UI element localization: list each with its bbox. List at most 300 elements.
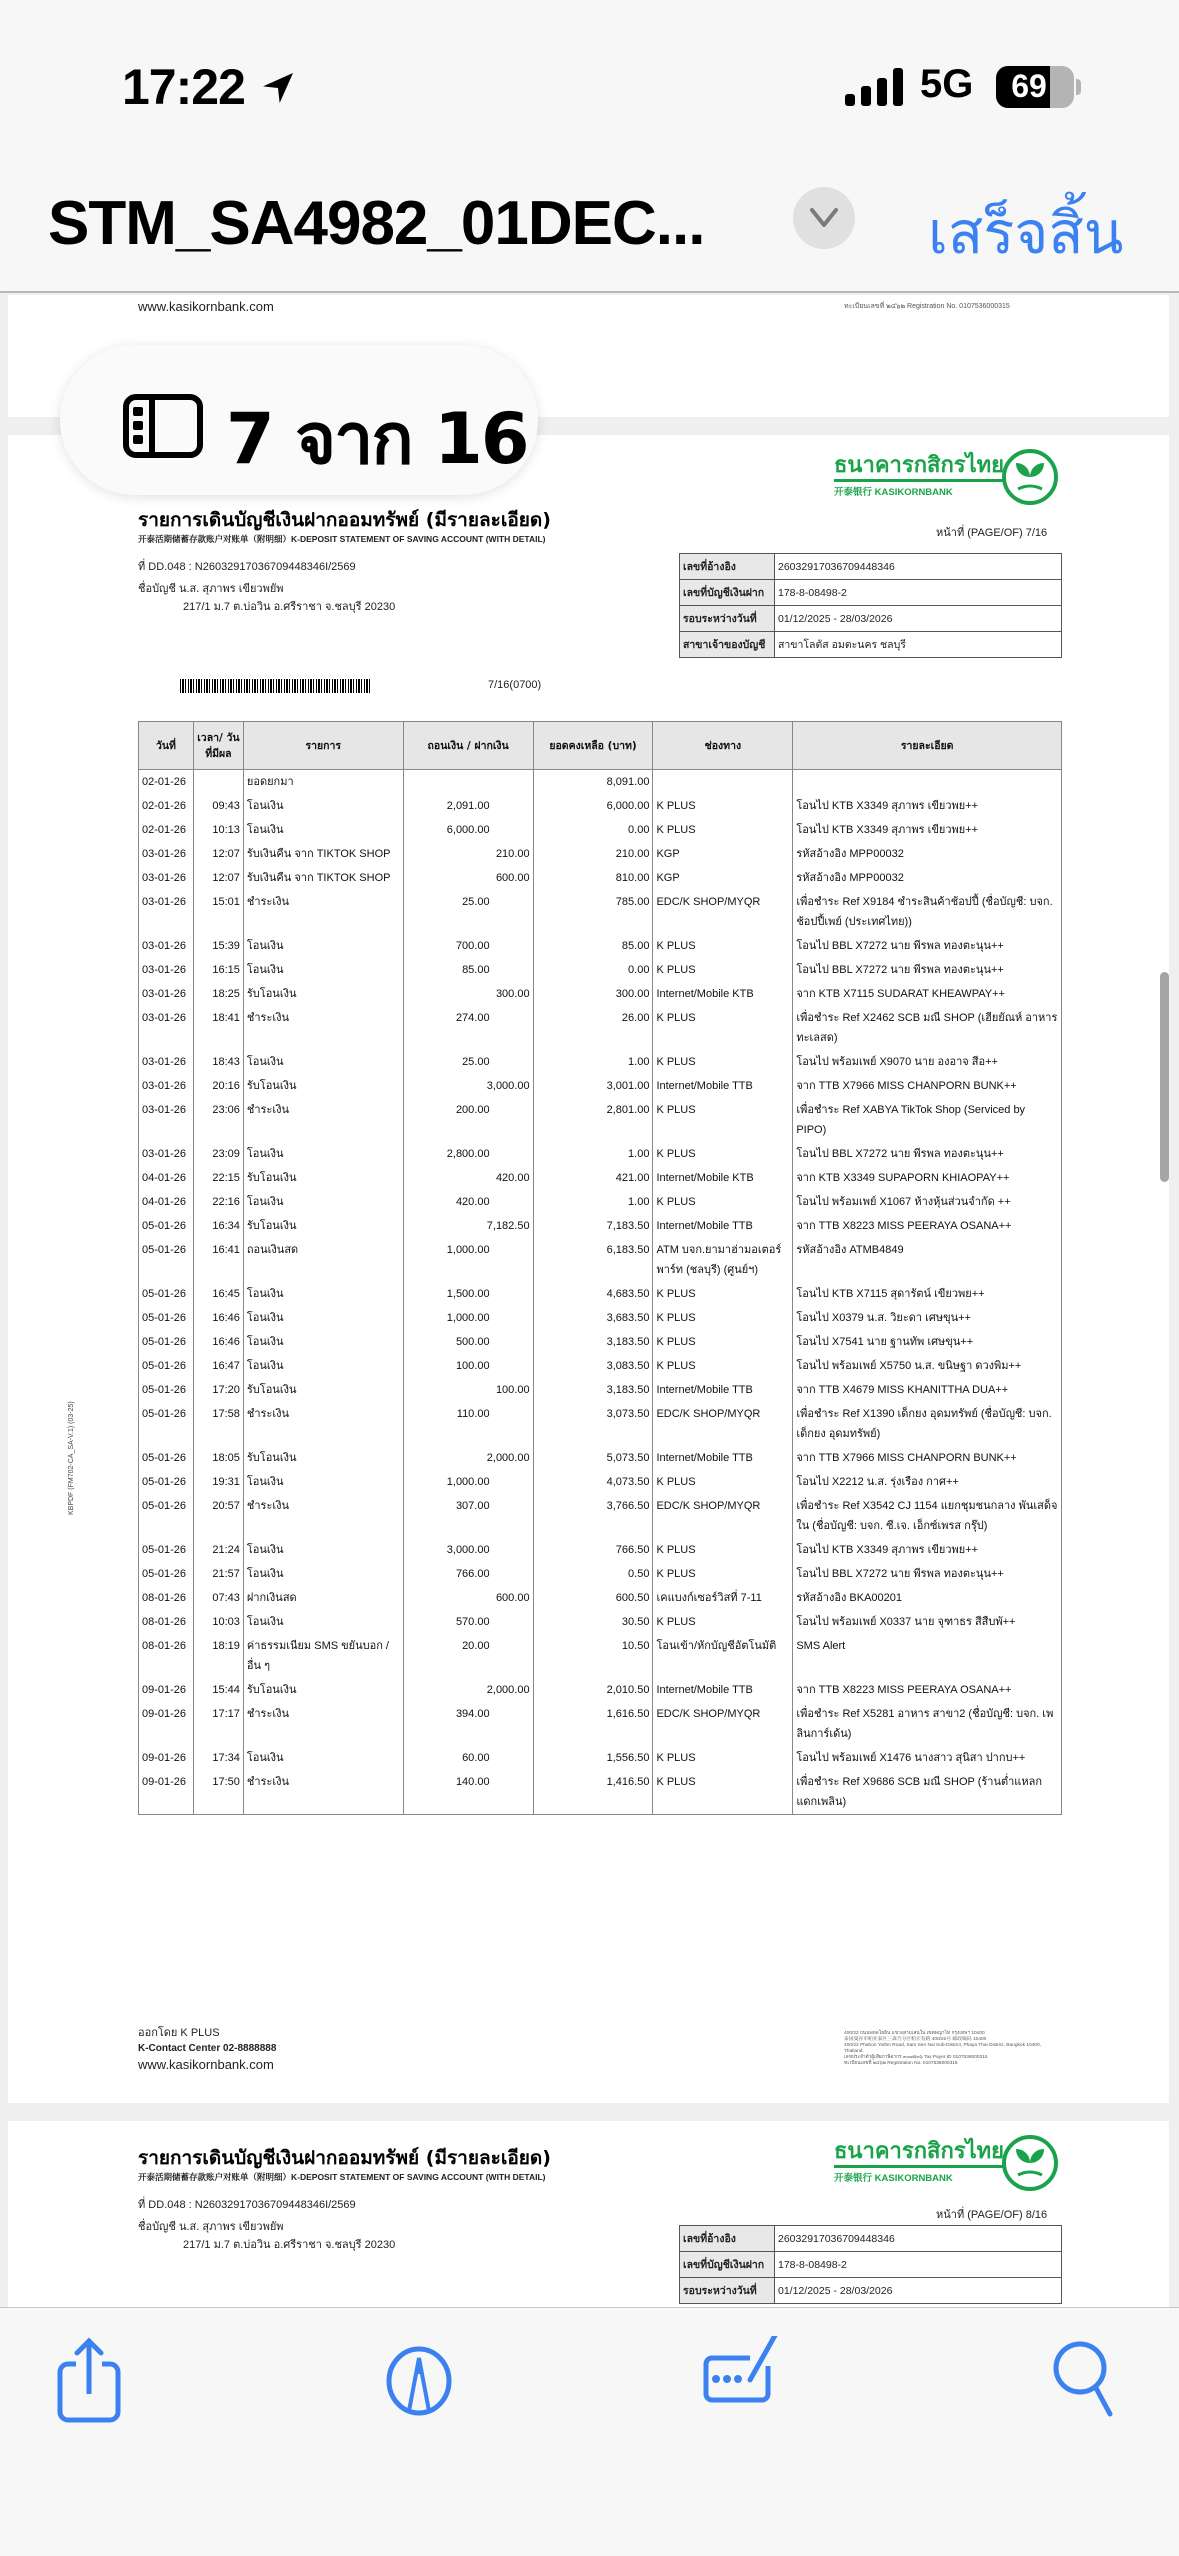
- tx-date: 05-01-26: [139, 1562, 194, 1586]
- account-info-table: [679, 2225, 1062, 2304]
- nav-bar: [0, 170, 1179, 293]
- table-row: [139, 1678, 1062, 1702]
- table-row: [139, 1006, 1062, 1050]
- table-row: [139, 1354, 1062, 1378]
- tx-channel: K PLUS: [653, 1306, 793, 1330]
- col-channel: ช่องทาง: [653, 722, 793, 770]
- statement-subtitle: 开泰活期储蓄存款账户对账单（附明细）K-DEPOSIT STATEMENT OF SAVING ACCOUNT (WITH DETAIL): [138, 534, 546, 544]
- tx-amount: 20.00: [462, 1640, 490, 1652]
- tx-amount-cell: [403, 958, 533, 982]
- tx-detail: โอนไป KTB X3349 สุภาพร เขียวพย++: [793, 818, 1062, 842]
- tx-description: โอนเงิน: [243, 1330, 403, 1354]
- statement-title: รายการเดินบัญชีเงินฝากออมทรัพย์ (มีรายละเอียด): [138, 2147, 551, 2169]
- tx-amount-cell: [403, 794, 533, 818]
- tx-balance: 1.00: [533, 1050, 653, 1074]
- bank-name-en: 开泰银行 KASIKORNBANK: [834, 487, 953, 498]
- tx-channel: Internet/Mobile TTB: [653, 1074, 793, 1098]
- tx-amount-cell: [403, 1746, 533, 1770]
- tx-detail: โอนไป พร้อมเพย์ X0337 นาย จุฑาธร สีสืบพั++: [793, 1610, 1062, 1634]
- tx-date: 02-01-26: [139, 818, 194, 842]
- bank-name-en: 开泰银行 KASIKORNBANK: [834, 2173, 953, 2184]
- tx-detail: SMS Alert: [793, 1634, 1062, 1678]
- table-row: [139, 842, 1062, 866]
- tx-amount-cell: [403, 1702, 533, 1746]
- tx-amount-cell: [403, 1006, 533, 1050]
- page-indicator[interactable]: [60, 345, 538, 495]
- tx-amount-cell: [403, 1282, 533, 1306]
- battery-cap: [1076, 79, 1081, 95]
- tx-channel: [653, 770, 793, 795]
- info-row: [680, 580, 1062, 606]
- tx-time: 16:46: [193, 1330, 243, 1354]
- tx-channel: เคแบงก์เซอร์วิสที่ 7-11: [653, 1586, 793, 1610]
- tx-amount-cell: [403, 890, 533, 934]
- tx-date: 03-01-26: [139, 866, 194, 890]
- col-balance: ยอดคงเหลือ (บาท): [533, 722, 653, 770]
- tx-balance: 3,766.50: [533, 1494, 653, 1538]
- share-icon: [48, 2336, 138, 2426]
- tx-amount: 200.00: [455, 1104, 490, 1116]
- scrollbar-thumb[interactable]: [1160, 972, 1169, 1182]
- tx-date: 04-01-26: [139, 1166, 194, 1190]
- info-row: [680, 554, 1062, 580]
- battery-icon: [996, 66, 1074, 108]
- tx-description: โอนเงิน: [243, 1746, 403, 1770]
- tx-date: 05-01-26: [139, 1494, 194, 1538]
- table-row: [139, 1166, 1062, 1190]
- bank-name-th: ธนาคารกสิกรไทย: [834, 2139, 1004, 2168]
- transactions-table: [138, 721, 1062, 1815]
- tx-balance: 30.50: [533, 1610, 653, 1634]
- table-row: [139, 1562, 1062, 1586]
- info-row: [680, 2278, 1062, 2304]
- tx-description: โอนเงิน: [243, 958, 403, 982]
- tx-amount-cell: [403, 1306, 533, 1330]
- tx-time: 10:03: [193, 1610, 243, 1634]
- tx-channel: K PLUS: [653, 1562, 793, 1586]
- tx-amount: 570.00: [455, 1616, 490, 1628]
- tx-time: 21:24: [193, 1538, 243, 1562]
- tx-description: โอนเงิน: [243, 1050, 403, 1074]
- markup-pen-icon: [376, 2336, 466, 2426]
- tx-detail: โอนไป BBL X7272 นาย พีรพล ทองตะนุน++: [793, 934, 1062, 958]
- tx-balance: 210.00: [533, 842, 653, 866]
- done-button[interactable]: เสร็จสิ้น: [928, 199, 1124, 267]
- info-label: รอบระหว่างวันที่: [680, 606, 775, 632]
- tx-amount-cell: [403, 1494, 533, 1538]
- tx-balance: 10.50: [533, 1634, 653, 1678]
- tx-date: 05-01-26: [139, 1238, 194, 1282]
- tx-time: 09:43: [193, 794, 243, 818]
- tx-amount-cell: [403, 1446, 533, 1470]
- tx-time: 18:05: [193, 1446, 243, 1470]
- tx-date: 04-01-26: [139, 1190, 194, 1214]
- tx-description: รับโอนเงิน: [243, 1446, 403, 1470]
- tx-channel: K PLUS: [653, 1746, 793, 1770]
- tx-amount-cell: [403, 1190, 533, 1214]
- pdf-page-7: [8, 435, 1169, 2103]
- tx-detail: เพื่อชำระ Ref X1390 เด็กยง อุดมทรัพย์ (ชื่อบัญชี: บจก. เด็กยง อุดมทรัพย์): [793, 1402, 1062, 1446]
- document-viewer[interactable]: [0, 295, 1179, 2307]
- tx-amount-cell: [403, 866, 533, 890]
- tx-date: 03-01-26: [139, 934, 194, 958]
- tx-balance: 300.00: [533, 982, 653, 1006]
- info-value: 01/12/2025 - 28/03/2026: [775, 606, 1062, 632]
- tx-time: 21:57: [193, 1562, 243, 1586]
- barcode: [180, 679, 370, 693]
- tx-amount-cell: [403, 1562, 533, 1586]
- info-label: รอบระหว่างวันที่: [680, 2278, 775, 2304]
- footer-issued-by: ออกโดย K PLUS: [138, 2027, 220, 2039]
- tx-date: 03-01-26: [139, 1050, 194, 1074]
- tx-date: 02-01-26: [139, 770, 194, 795]
- tx-channel: Internet/Mobile TTB: [653, 1446, 793, 1470]
- tx-date: 05-01-26: [139, 1282, 194, 1306]
- tx-detail: จาก TTB X7966 MISS CHANPORN BUNK++: [793, 1446, 1062, 1470]
- tx-amount-cell: [403, 934, 533, 958]
- tx-description: รับโอนเงิน: [243, 982, 403, 1006]
- tx-time: 12:07: [193, 842, 243, 866]
- tx-time: 17:50: [193, 1770, 243, 1815]
- tx-time: 20:16: [193, 1074, 243, 1098]
- tx-balance: 0.00: [533, 818, 653, 842]
- tx-balance: 7,183.50: [533, 1214, 653, 1238]
- info-label: สาขาเจ้าของบัญชี: [680, 632, 775, 658]
- tx-detail: โอนไป พร้อมเพย์ X1476 นางสาว สุนิสา ปากบ++: [793, 1746, 1062, 1770]
- tx-description: โอนเงิน: [243, 1562, 403, 1586]
- tx-detail: จาก TTB X8223 MISS PEERAYA OSANA++: [793, 1678, 1062, 1702]
- fill-and-sign-button[interactable]: [700, 2336, 790, 2426]
- info-value: 01/12/2025 - 28/03/2026: [775, 2278, 1062, 2304]
- tx-time: 16:34: [193, 1214, 243, 1238]
- tx-detail: โอนไป X7541 นาย ฐานทัพ เศษขุน++: [793, 1330, 1062, 1354]
- tx-time: 12:07: [193, 866, 243, 890]
- search-icon: [1050, 2336, 1140, 2426]
- tx-channel: EDC/K SHOP/MYQR: [653, 890, 793, 934]
- tx-amount: 85.00: [462, 964, 490, 976]
- info-row: [680, 606, 1062, 632]
- transactions-body: [139, 770, 1062, 1815]
- tx-date: 05-01-26: [139, 1446, 194, 1470]
- tx-channel: K PLUS: [653, 1050, 793, 1074]
- tx-channel: KGP: [653, 842, 793, 866]
- document-reference: ที่ DD.048 : N26032917036709448346I/2569: [138, 2199, 356, 2211]
- tx-detail: โอนไป KTB X3349 สุภาพร เขียวพย++: [793, 1538, 1062, 1562]
- share-button[interactable]: [48, 2336, 138, 2426]
- tx-amount: 700.00: [455, 940, 490, 952]
- tx-time: 18:41: [193, 1006, 243, 1050]
- table-row: [139, 1190, 1062, 1214]
- tx-time: 22:16: [193, 1190, 243, 1214]
- tx-time: 22:15: [193, 1166, 243, 1190]
- tx-detail: โอนไป KTB X3349 สุภาพร เขียวพย++: [793, 794, 1062, 818]
- tx-amount: 7,182.50: [486, 1220, 530, 1232]
- tx-amount: 6,000.00: [446, 824, 490, 836]
- tx-date: 05-01-26: [139, 1378, 194, 1402]
- tx-amount: 1,500.00: [446, 1288, 490, 1300]
- tx-amount: 3,000.00: [446, 1544, 490, 1556]
- account-name: ชื่อบัญชี น.ส. สุภาพร เขียวพยัพ: [138, 2221, 284, 2233]
- tx-balance: 6,000.00: [533, 794, 653, 818]
- tx-amount-cell: [403, 1238, 533, 1282]
- tx-balance: 85.00: [533, 934, 653, 958]
- network-type: 5G: [920, 62, 974, 106]
- tx-description: โอนเงิน: [243, 1470, 403, 1494]
- tx-amount: 110.00: [456, 1408, 490, 1420]
- tx-channel: KGP: [653, 866, 793, 890]
- tx-date: 05-01-26: [139, 1354, 194, 1378]
- tx-channel: Internet/Mobile KTB: [653, 1166, 793, 1190]
- info-value: 178-8-08498-2: [775, 580, 1062, 606]
- tx-amount: 300.00: [495, 988, 530, 1000]
- tx-balance: 1.00: [533, 1190, 653, 1214]
- page-indicator-label: 7 จาก 16: [226, 398, 528, 480]
- footer-url: www.kasikornbank.com: [138, 2057, 274, 2072]
- tx-amount-cell: [403, 1214, 533, 1238]
- tx-detail: รหัสอ้างอิง BKA00201: [793, 1586, 1062, 1610]
- info-value: 26032917036709448346: [775, 554, 1062, 580]
- tx-amount-cell: [403, 1166, 533, 1190]
- tx-time: 15:39: [193, 934, 243, 958]
- table-row: [139, 1770, 1062, 1815]
- tx-balance: 3,183.50: [533, 1378, 653, 1402]
- tx-balance: 1,556.50: [533, 1746, 653, 1770]
- tx-description: รับโอนเงิน: [243, 1214, 403, 1238]
- tx-description: โอนเงิน: [243, 1610, 403, 1634]
- tx-detail: เพื่อชำระ Ref X5281 อาหาร สาขา2 (ชื่อบัญชี: บจก. เพลินการ์เด้น): [793, 1702, 1062, 1746]
- tx-balance: 5,073.50: [533, 1446, 653, 1470]
- tx-amount: 25.00: [462, 1056, 490, 1068]
- tx-time: 16:41: [193, 1238, 243, 1282]
- tx-channel: K PLUS: [653, 1770, 793, 1815]
- tx-balance: 810.00: [533, 866, 653, 890]
- table-row: [139, 1538, 1062, 1562]
- table-row: [139, 1282, 1062, 1306]
- tx-channel: K PLUS: [653, 1142, 793, 1166]
- tx-amount: 2,091.00: [446, 800, 490, 812]
- tx-balance: 2,801.00: [533, 1098, 653, 1142]
- tx-amount: 60.00: [462, 1752, 490, 1764]
- tx-description: รับโอนเงิน: [243, 1378, 403, 1402]
- tx-detail: โอนไป BBL X7272 นาย พีรพล ทองตะนุน++: [793, 958, 1062, 982]
- table-row: [139, 1330, 1062, 1354]
- tx-time: 18:43: [193, 1050, 243, 1074]
- table-row: [139, 1378, 1062, 1402]
- tx-detail: รหัสอ้างอิง ATMB4849: [793, 1238, 1062, 1282]
- tx-detail: โอนไป BBL X7272 นาย พีรพล ทองตะนุน++: [793, 1142, 1062, 1166]
- title-menu-button[interactable]: [793, 187, 855, 249]
- tx-date: 09-01-26: [139, 1770, 194, 1815]
- tx-channel: K PLUS: [653, 1282, 793, 1306]
- table-row: [139, 770, 1062, 795]
- tx-description: ยอดยกมา: [243, 770, 403, 795]
- tx-channel: K PLUS: [653, 1330, 793, 1354]
- tx-detail: เพื่อชำระ Ref XABYA TikTok Shop (Serviced by PIPO): [793, 1098, 1062, 1142]
- tx-time: 07:43: [193, 1586, 243, 1610]
- info-value: 178-8-08498-2: [775, 2252, 1062, 2278]
- tx-time: 15:44: [193, 1678, 243, 1702]
- tx-amount-cell: [403, 1330, 533, 1354]
- tx-channel: EDC/K SHOP/MYQR: [653, 1494, 793, 1538]
- table-row: [139, 1142, 1062, 1166]
- table-row: [139, 1610, 1062, 1634]
- tx-date: 03-01-26: [139, 1074, 194, 1098]
- tx-channel: K PLUS: [653, 1610, 793, 1634]
- tx-balance: 3,183.50: [533, 1330, 653, 1354]
- tx-description: โอนเงิน: [243, 1142, 403, 1166]
- page-of-label: หน้าที่ (PAGE/OF) 8/16: [936, 2209, 1048, 2221]
- tx-time: 17:58: [193, 1402, 243, 1446]
- address-line: เลขประจำตัวผู้เสียภาษีอากร ๓๐๗๕๓๖ Tax Payer ID 0107536000315: [844, 2055, 988, 2060]
- tx-amount: 2,800.00: [446, 1148, 490, 1160]
- table-row: [139, 958, 1062, 982]
- info-label: เลขที่อ้างอิง: [680, 2226, 775, 2252]
- tx-description: ค่าธรรมเนียม SMS ขยันบอก / อื่น ๆ: [243, 1634, 403, 1678]
- table-row: [139, 1494, 1062, 1538]
- fill-sign-icon: [700, 2336, 800, 2426]
- tx-detail: รหัสอ้างอิง MPP00032: [793, 866, 1062, 890]
- tx-amount-cell: [403, 770, 533, 795]
- tx-time: [193, 770, 243, 795]
- account-name: ชื่อบัญชี น.ส. สุภาพร เขียวพยัพ: [138, 583, 284, 595]
- tx-balance: 8,091.00: [533, 770, 653, 795]
- table-row: [139, 1446, 1062, 1470]
- statement-title: รายการเดินบัญชีเงินฝากออมทรัพย์ (มีรายละเอียด): [138, 509, 551, 531]
- tx-description: โอนเงิน: [243, 1354, 403, 1378]
- tx-detail: โอนไป X2212 น.ส. รุ่งเรือง กาศ++: [793, 1470, 1062, 1494]
- markup-button[interactable]: [376, 2336, 466, 2426]
- clock: 17:22: [122, 59, 245, 115]
- tx-amount-cell: [403, 1378, 533, 1402]
- tx-amount: 100.00: [495, 1384, 530, 1396]
- tx-description: ชำระเงิน: [243, 890, 403, 934]
- tx-description: รับโอนเงิน: [243, 1074, 403, 1098]
- tx-description: โอนเงิน: [243, 794, 403, 818]
- prev-footer-url: www.kasikornbank.com: [138, 299, 274, 314]
- tx-date: 03-01-26: [139, 842, 194, 866]
- tx-amount: 1,000.00: [446, 1476, 490, 1488]
- pdf-page-8: [8, 2121, 1169, 2307]
- tx-detail: จาก TTB X4679 MISS KHANITTHA DUA++: [793, 1378, 1062, 1402]
- tx-amount: 140.00: [455, 1776, 490, 1788]
- col-date: วันที่: [139, 722, 194, 770]
- info-label: เลขที่อ้างอิง: [680, 554, 775, 580]
- tx-date: 03-01-26: [139, 958, 194, 982]
- tx-time: 10:13: [193, 818, 243, 842]
- tx-balance: 600.50: [533, 1586, 653, 1610]
- tx-date: 03-01-26: [139, 1098, 194, 1142]
- tx-detail: โอนไป พร้อมเพย์ X5750 น.ส. ขนิษฐา ดวงพิม++: [793, 1354, 1062, 1378]
- info-row: [680, 2226, 1062, 2252]
- prev-footer-registration: ทะเบียนเลขที่ ๒๔๖๒ Registration No. 0107536000315: [844, 303, 1010, 310]
- tx-balance: 3,001.00: [533, 1074, 653, 1098]
- tx-balance: 3,073.50: [533, 1402, 653, 1446]
- tx-detail: โอนไป KTB X7115 สุดารัตน์ เขียวพย++: [793, 1282, 1062, 1306]
- status-bar: [0, 0, 1179, 170]
- info-label: เลขที่บัญชีเงินฝาก: [680, 2252, 775, 2278]
- table-row: [139, 866, 1062, 890]
- tx-time: 16:47: [193, 1354, 243, 1378]
- table-row: [139, 982, 1062, 1006]
- tx-channel: K PLUS: [653, 1006, 793, 1050]
- col-amount: ถอนเงิน / ฝากเงิน: [403, 722, 533, 770]
- table-row: [139, 1746, 1062, 1770]
- info-label: เลขที่บัญชีเงินฝาก: [680, 580, 775, 606]
- chevron-down-icon: [809, 205, 839, 231]
- tx-time: 17:20: [193, 1378, 243, 1402]
- tx-detail: จาก KTB X3349 SUPAPORN KHIAOPAY++: [793, 1166, 1062, 1190]
- table-header-row: [139, 722, 1062, 770]
- tx-description: ชำระเงิน: [243, 1494, 403, 1538]
- tx-channel: K PLUS: [653, 1098, 793, 1142]
- tx-amount: 100.00: [455, 1360, 490, 1372]
- tx-description: ชำระเงิน: [243, 1702, 403, 1746]
- tx-channel: K PLUS: [653, 1190, 793, 1214]
- col-detail: รายละเอียด: [793, 722, 1062, 770]
- tx-date: 09-01-26: [139, 1702, 194, 1746]
- kasikornbank-logo: [834, 2139, 1064, 2199]
- tx-detail: จาก TTB X7966 MISS CHANPORN BUNK++: [793, 1074, 1062, 1098]
- table-row: [139, 1050, 1062, 1074]
- page-of-label: หน้าที่ (PAGE/OF) 7/16: [936, 527, 1048, 539]
- bank-name-th: ธนาคารกสิกรไทย: [834, 453, 1004, 482]
- document-title[interactable]: STM_SA4982_01DEC...: [48, 189, 705, 258]
- tx-date: 05-01-26: [139, 1402, 194, 1446]
- tx-time: 15:01: [193, 890, 243, 934]
- tx-amount-cell: [403, 818, 533, 842]
- tx-date: 08-01-26: [139, 1610, 194, 1634]
- tx-balance: 3,083.50: [533, 1354, 653, 1378]
- tx-time: 18:25: [193, 982, 243, 1006]
- tx-channel: K PLUS: [653, 1470, 793, 1494]
- tx-amount: 766.00: [455, 1568, 490, 1580]
- tx-description: โอนเงิน: [243, 1538, 403, 1562]
- tx-time: 17:17: [193, 1702, 243, 1746]
- table-row: [139, 1702, 1062, 1746]
- tx-time: 16:45: [193, 1282, 243, 1306]
- kbank-leaf-icon: [1002, 449, 1058, 505]
- tx-amount-cell: [403, 1050, 533, 1074]
- tx-channel: Internet/Mobile TTB: [653, 1378, 793, 1402]
- search-button[interactable]: [1050, 2336, 1140, 2426]
- tx-amount: 420.00: [455, 1196, 490, 1208]
- tx-time: 19:31: [193, 1470, 243, 1494]
- sidebar-thumbnails-icon: [122, 393, 204, 459]
- tx-detail: เพื่อชำระ Ref X3542 CJ 1154 แยกชุมชนกลาง พันเสด็จใน (ชื่อบัญชี: บจก. ซี.เจ. เอ็กซ์เพรส กรุ๊ป): [793, 1494, 1062, 1538]
- table-row: [139, 818, 1062, 842]
- tx-balance: 1,616.50: [533, 1702, 653, 1746]
- barcode-code: 7/16(0700): [488, 679, 542, 691]
- tx-description: ถอนเงินสด: [243, 1238, 403, 1282]
- document-reference: ที่ DD.048 : N26032917036709448346I/2569: [138, 561, 356, 573]
- tx-balance: 3,683.50: [533, 1306, 653, 1330]
- tx-detail: เพื่อชำระ Ref X9184 ชำระสินค้าช้อปปี้ (ชื่อบัญชี: บจก. ช้อปปี้เพย์ (ประเทศไทย)): [793, 890, 1062, 934]
- kbank-leaf-icon: [1002, 2135, 1058, 2191]
- tx-amount: 1,000.00: [446, 1244, 490, 1256]
- tx-balance: 26.00: [533, 1006, 653, 1050]
- tx-channel: K PLUS: [653, 1538, 793, 1562]
- tx-detail: โอนไป BBL X7272 นาย พีรพล ทองตะนุน++: [793, 1562, 1062, 1586]
- table-row: [139, 1238, 1062, 1282]
- tx-balance: 421.00: [533, 1166, 653, 1190]
- tx-date: 03-01-26: [139, 1142, 194, 1166]
- tx-time: 16:15: [193, 958, 243, 982]
- tx-channel: EDC/K SHOP/MYQR: [653, 1702, 793, 1746]
- tx-amount-cell: [403, 1770, 533, 1815]
- tx-amount-cell: [403, 1142, 533, 1166]
- form-code: KBPDF (FM702-CA_SA-V.1) (03-25): [68, 1401, 75, 1515]
- tx-date: 05-01-26: [139, 1214, 194, 1238]
